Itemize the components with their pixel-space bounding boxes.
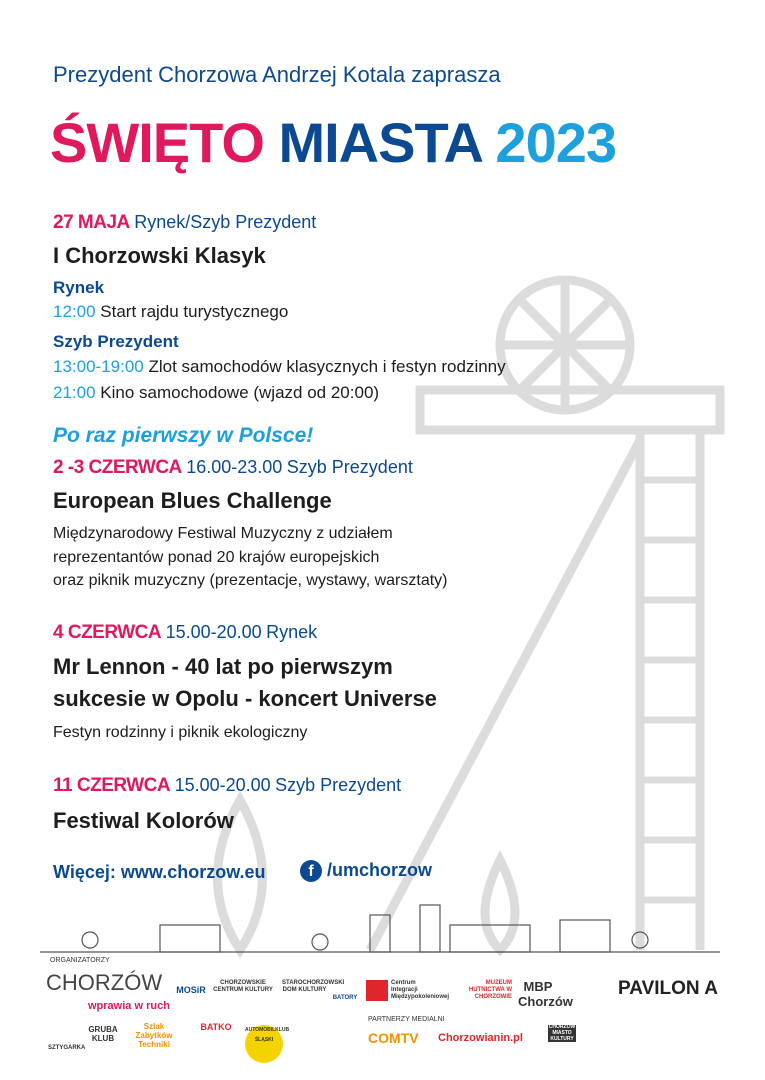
event-3-header: 4 CZERWCA 15.00-20.00 Rynek (53, 622, 318, 643)
schedule-item: 12:00 Start rajdu turystycznego (53, 302, 289, 321)
logo-cim: Centrum Integracji Międzypokoleniowej (366, 980, 443, 1001)
media-label: PARTNERZY MEDIALNI (368, 1016, 445, 1023)
logo-mosir: MOSiR (176, 985, 206, 995)
logo-gruba-klub: GRUBA KLUB (88, 1025, 118, 1044)
highlight-text: Po raz pierwszy w Polsce! (53, 424, 314, 447)
event-title: European Blues Challenge (53, 488, 332, 513)
facebook-icon: f (300, 860, 322, 882)
section-label: Rynek (53, 278, 105, 297)
logo-chorzow: CHORZÓW (46, 970, 163, 995)
logo-chorzow-tagline: wprawia w ruch (88, 1000, 170, 1012)
schedule-item: 21:00 Kino samochodowe (wjazd od 20:00) (53, 383, 380, 402)
title-word-1: ŚWIĘTO (50, 111, 264, 174)
logo-comtv: COMTV (368, 1030, 419, 1046)
event-1-header (53, 212, 316, 234)
event-2-header: 2 -3 CZERWCA 16.00-23.00 Szyb Prezydent (53, 457, 413, 478)
logo-sdk: STAROCHORZOWSKI DOM KULTURY (282, 980, 345, 993)
event-description: Festyn rodzinny i piknik ekologiczny (53, 724, 308, 741)
organizers-label: ORGANIZATORZY (50, 957, 110, 964)
logo-miasto-kultury: CHORZÓW MIASTO KULTURY (548, 1024, 576, 1042)
section-label: Szyb Prezydent (53, 332, 179, 351)
event-title: Festiwal Kolorów (53, 808, 234, 833)
logo-batko: BATKO (200, 1022, 232, 1032)
logo-mbp: MBP Chorzów (518, 979, 573, 1009)
event-title: I Chorzowski Klasyk (53, 243, 266, 268)
subtitle: Prezydent Chorzowa Andrzej Kotala zaprasza (53, 62, 501, 87)
facebook-link[interactable]: f /umchorzow (300, 860, 432, 882)
event-title: sukcesie w Opolu - koncert Universe (53, 686, 437, 711)
logo-sztygarka: SZTYGARKA (48, 1045, 86, 1051)
logo-szlak: Szlak Zabytków Techniki (135, 1022, 173, 1050)
schedule-item: 13:00-19:00 Zlot samochodów klasycznych i festyn rodzinny (53, 357, 506, 376)
logo-ckk: CHORZOWSKIE CENTRUM KULTURY (213, 980, 273, 993)
event-description: oraz piknik muzyczny (prezentacje, wystawy, warsztaty) (53, 572, 448, 589)
event-date: 27 MAJA (53, 212, 130, 233)
logo-batory: BATORY (332, 995, 358, 1001)
title-word-2: MIASTA (278, 111, 481, 174)
event-description: Międzynarodowy Festiwal Muzyczny z udziałem (53, 525, 393, 542)
title-year: 2023 (495, 111, 616, 174)
event-place: Rynek/Szyb Prezydent (134, 212, 317, 232)
website-link[interactable]: Więcej: www.chorzow.eu (53, 862, 266, 882)
event-title: Mr Lennon - 40 lat po pierwszym (53, 654, 393, 679)
page-title (50, 110, 616, 175)
logo-muzeum: MUZEUM HUTNICTWA W CHORZOWIE (468, 980, 512, 1000)
event-description: reprezentantów ponad 20 krajów europejskich (53, 549, 380, 566)
logo-automobilklub: AUTOMOBILKLUB ŚLĄSKI (245, 1025, 283, 1063)
event-4-header: 11 CZERWCA 15.00-20.00 Szyb Prezydent (53, 775, 402, 796)
logo-pavilon-a: PAVILON A (618, 978, 718, 999)
logo-chorzowianin: Chorzowianin.pl (438, 1032, 523, 1044)
